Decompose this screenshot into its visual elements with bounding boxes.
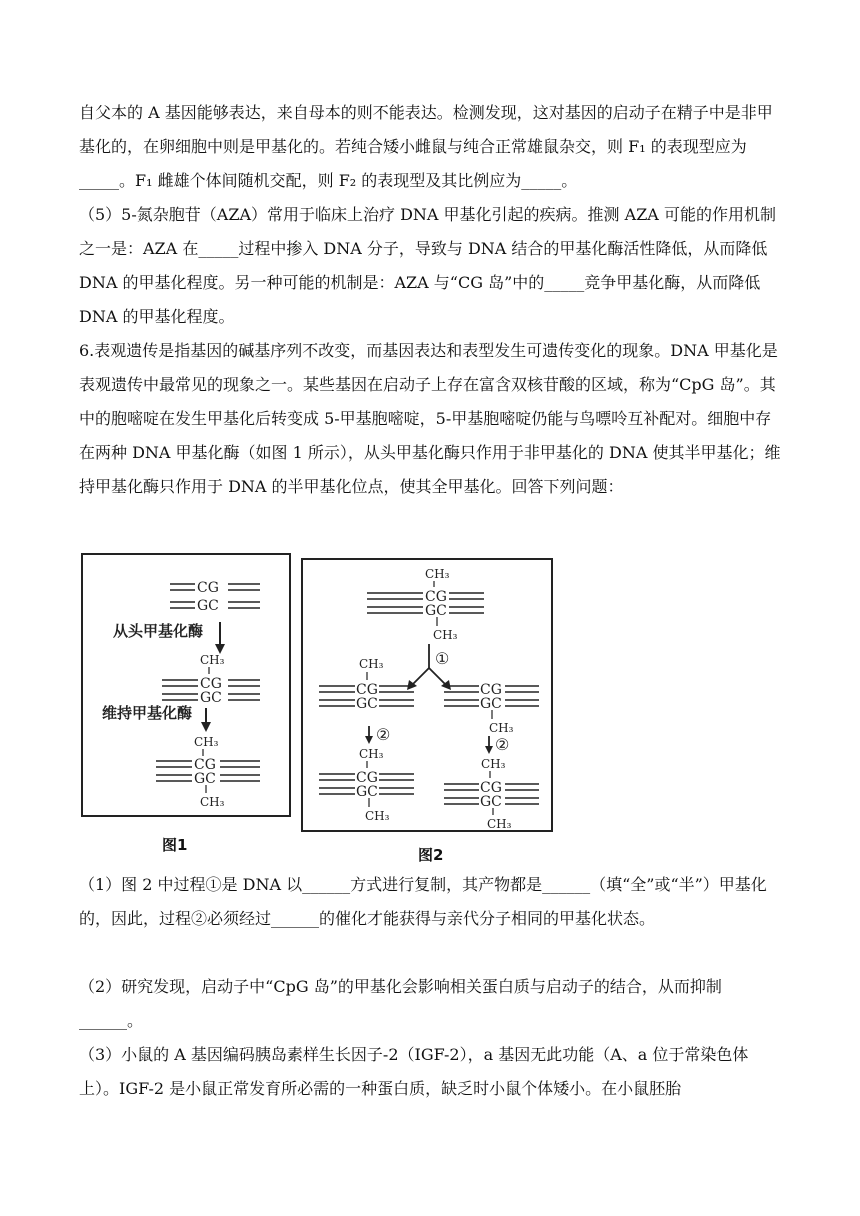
- arrow-down-icon: [485, 746, 493, 754]
- paragraph-question-6-intro: 6.表观遗传是指基因的碱基序列不改变，而基因表达和表型发生可遗传变化的现象。DNA 甲基化是表观遗传中最常见的现象之一。某些基因在启动子上存在富含双核苷酸的区域，称为“CpG 岛”。其中的胞嘧啶在发生甲基化后转变成 5-甲基胞嘧啶，5-甲基胞嘧啶仍能与鸟嘌呤互补配对。细胞中存在两种 DNA 甲基化酶（如图 1 所示），从头甲基化酶只作用于非甲基化的 DNA 使其半甲基化；维持甲基化酶只作用于 DNA 的半甲基化位点，使其全甲基化。回答下列问题：: [79, 341, 781, 496]
- fig2-methyl-label-4: CH₃: [489, 721, 514, 735]
- fig2-methyl-label-3: CH₃: [359, 657, 384, 671]
- fig1-cg-label-3: CG: [194, 757, 216, 773]
- fig2-methyl-label-2: CH₃: [433, 628, 458, 642]
- fig2-right-daughter-hemimethylated: [444, 682, 539, 735]
- figure-1: [80, 552, 295, 822]
- fig1-maintenance-enzyme-label: 维持甲基化酶: [102, 704, 193, 722]
- fig2-gc-label-4: GC: [356, 784, 378, 800]
- paragraph-subquestion-2: （2）研究发现，启动子中“CpG 岛”的甲基化会影响相关蛋白质与启动子的结合，从而抑制______。: [79, 977, 722, 1030]
- fig2-left-product-fully-methylated: [319, 747, 414, 823]
- fig2-right-product-fully-methylated: [444, 757, 539, 831]
- fig1-dna-fully-methylated: [156, 735, 260, 809]
- fig2-cg-label-2: CG: [356, 682, 378, 698]
- fig2-methyl-label-1: CH₃: [425, 567, 450, 581]
- paragraph-subquestion-3: （3）小鼠的 A 基因编码胰岛素样生长因子-2（IGF-2），a 基因无此功能（A、a 位于常染色体上）。IGF-2 是小鼠正常发育所必需的一种蛋白质，缺乏时小鼠个体矮小。在小鼠胚胎: [79, 1045, 749, 1098]
- fig2-gc-label-3: GC: [480, 696, 502, 712]
- fig1-methyl-label-2: CH₃: [194, 735, 219, 749]
- fig2-gc-label-2: GC: [356, 696, 378, 712]
- fig2-left-daughter-hemimethylated: [319, 657, 414, 712]
- fig2-parent-dna: [367, 567, 484, 642]
- fig1-gc-label-2: GC: [200, 690, 222, 706]
- paragraph-subquestion-1: （1）图 2 中过程①是 DNA 以______方式进行复制，其产物都是______（填“全”或“半”）甲基化的，因此，过程②必须经过______的催化才能获得与亲代分子相同的甲基化状态。: [79, 875, 767, 928]
- fig1-dna-hemimethylated: [162, 653, 260, 706]
- fig2-gc-label-1: GC: [425, 603, 447, 619]
- fig2-step1-label: ①: [435, 649, 450, 668]
- paragraph-continuation: 自父本的 A 基因能够表达，来自母本的则不能表达。检测发现，这对基因的启动子在精子中是非甲基化的，在卵细胞中则是甲基化的。若纯合矮小雌鼠与纯合正常雄鼠杂交，则 F₁ 的表现型应为_____。F₁ 雌雄个体间随机交配，则 F₂ 的表现型及其比例应为_____。: [79, 103, 773, 190]
- fig1-cg-label-2: CG: [200, 676, 222, 692]
- fig2-methyl-label-8: CH₃: [487, 817, 512, 831]
- fig1-dna-unmethylated: [170, 580, 260, 614]
- fig2-methyl-label-7: CH₃: [481, 757, 506, 771]
- fig2-cg-label-3: CG: [480, 682, 502, 698]
- fig1-gc-label-1: GC: [197, 598, 219, 614]
- fig2-step2-label-left: ②: [376, 725, 391, 744]
- fig2-cg-label-4: CG: [356, 770, 378, 786]
- figure-2-caption: 图2: [418, 846, 444, 864]
- arrow-down-icon: [201, 722, 211, 732]
- arrow-down-icon: [365, 736, 373, 744]
- fig2-step2-label-right: ②: [495, 735, 510, 754]
- fig2-cg-label-1: CG: [425, 589, 447, 605]
- fig2-cg-label-5: CG: [480, 780, 502, 796]
- fig2-methyl-label-5: CH₃: [359, 747, 384, 761]
- fig1-methyl-label-1: CH₃: [200, 653, 225, 667]
- paragraph-question-5: （5）5-氮杂胞苷（AZA）常用于临床上治疗 DNA 甲基化引起的疾病。推测 AZA 可能的作用机制之一是：AZA 在_____过程中掺入 DNA 分子，导致与 DNA 结合的甲基化酶活性降低，从而降低 DNA 的甲基化程度。另一种可能的机制是：AZA 与“CG 岛”中的_____竞争甲基化酶，从而降低 DNA 的甲基化程度。: [79, 205, 776, 326]
- fig1-gc-label-3: GC: [194, 771, 216, 787]
- fig2-gc-label-5: GC: [480, 794, 502, 810]
- fig1-denovo-enzyme-label: 从头甲基化酶: [113, 622, 204, 640]
- fig1-cg-label-1: CG: [197, 580, 219, 596]
- fig2-methyl-label-6: CH₃: [365, 809, 390, 823]
- figure-2: [299, 556, 556, 836]
- fig1-methyl-label-3: CH₃: [200, 795, 225, 809]
- figure-1-caption: 图1: [162, 836, 188, 854]
